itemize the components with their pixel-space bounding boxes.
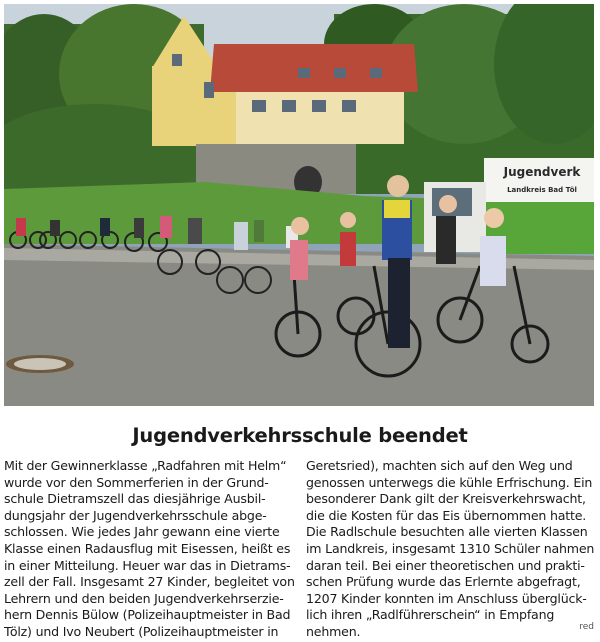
photo-illustration [4, 4, 594, 406]
truck-sign-line1: Jugendverk [503, 165, 581, 179]
text-line: nehmen. [306, 623, 361, 639]
author-credit: red [579, 622, 594, 632]
text-line: schlossen. Wie jedes Jahr gewann eine vierte [4, 524, 280, 540]
article-column-right [306, 458, 596, 641]
text-line: in einer Mitteilung. Heuer war das in Dietrams- [4, 557, 291, 573]
text-line: Mit der Gewinnerklasse „Radfahren mit Helm“ [4, 458, 287, 473]
article-photo [4, 4, 594, 406]
text-line: schen Prüfung wurde das Erlernte abgefragt, [306, 574, 581, 590]
text-line: 1207 Kinder konnten im Anschluss überglück- [306, 590, 587, 606]
text-line: Lehrern und den beiden Jugendverkehrserzie- [4, 590, 284, 606]
text-line: besonderer Dank gilt der Kreisverkehrswacht, [306, 491, 586, 507]
text-line: Geretsried), machten sich auf den Weg und [306, 458, 573, 473]
text-line: zell der Fall. Insgesamt 27 Kinder, begleitet von [4, 574, 295, 590]
text-line: genossen unterwegs die kühle Erfrischung. Ein [306, 474, 593, 490]
article-headline: Jugendverkehrsschule beendet [132, 424, 468, 447]
text-line: Tölz) und Ivo Neubert (Polizeihauptmeister in [4, 623, 279, 639]
text-line: schule Dietramszell das diesjährige Ausbil- [4, 491, 266, 507]
article-column-left [4, 458, 296, 641]
text-line: Klasse einen Radausflug mit Eisessen, heißt es [4, 540, 291, 556]
text-line: im Landkreis, insgesamt 1310 Schüler nahmen [306, 540, 595, 556]
text-line: Die Radlschule besuchten alle vierten Klassen [306, 524, 588, 540]
text-line: wurde vor den Sommerferien in der Grund- [4, 474, 269, 490]
truck-sign-line2: Landkreis Bad Töl [507, 186, 577, 194]
text-line: daran teil. Bei einer theoretischen und prakti- [306, 557, 585, 573]
text-line: lich ihren „Radlführerschein“ in Empfang [306, 607, 555, 623]
text-line: die die Kosten für das Eis übernommen hatte. [306, 507, 587, 523]
text-line: hern Dennis Bülow (Polizeihauptmeister in Bad [4, 607, 291, 623]
text-line: dungsjahr der Jugendverkehrsschule abge- [4, 507, 267, 523]
